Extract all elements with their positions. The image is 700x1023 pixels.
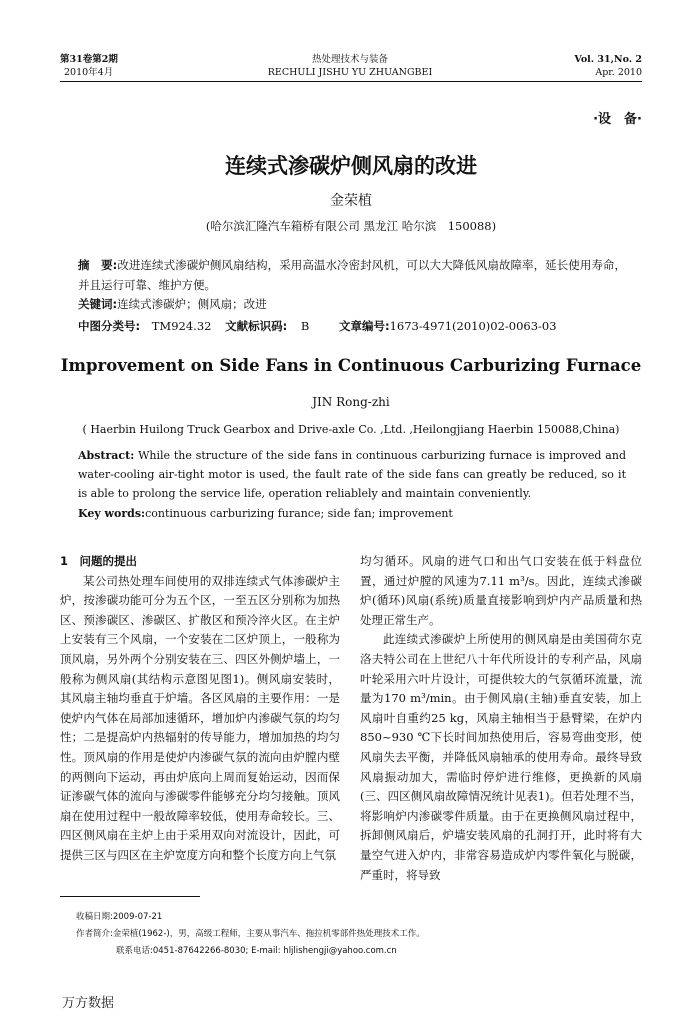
- abstract-cn-text: 改进连续式渗碳炉侧风扇结构，采用高温水冷密封风机，可以大大降低风扇故障率，延长使用寿命，并且运行可靠、维护方便。: [78, 258, 626, 292]
- keywords-en-text: continuous carburizing furance; side fan; improvement: [145, 507, 453, 520]
- journal-title-pinyin: RECHULI JISHU YU ZHUANGBEI: [267, 67, 433, 78]
- journal-volume-en: Vol. 31,No. 2: [574, 54, 642, 65]
- affiliation-en: ( Haerbin Huilong Truck Gearbox and Drive-axle Co. ,Ltd. ,Heilongjiang Haerbin 150088,China): [82, 423, 620, 436]
- keywords-en-label: Key words:: [78, 507, 146, 520]
- article-no-label: 文章编号:: [338, 319, 390, 333]
- keywords-en: [78, 507, 626, 520]
- journal-date-en: Apr. 2010: [595, 67, 642, 78]
- title-cn: 连续式渗碳炉侧风扇的改进: [225, 154, 477, 178]
- footnote-received: 收稿日期:2009-07-21: [76, 912, 163, 922]
- body-right-column: [360, 552, 642, 885]
- abstract-cn-label: 摘 要:: [78, 258, 118, 272]
- article-no-value: 1673-4971(2010)02-0063-03: [389, 319, 557, 333]
- column-tag: ·设 备·: [593, 112, 642, 127]
- footnote-author: 作者简介:金荣植(1962-)，男，高级工程师，主要从事汽车、拖拉机零部件热处理技术工作。: [76, 929, 425, 939]
- body-paragraph: 某公司热处理车间使用的双排连续式气体渗碳炉主炉，按渗碳功能可分为五个区，一至五区分别称为加热区、预渗碳区、渗碳区、扩散区和预冷淬火区。在主炉上安装有三个风扇，一个安装在二区炉顶上，一般称为顶风扇，另外两个分别安装在三、四区外侧炉墙上，一般称为侧风扇(其结构示意图见图1)。侧风扇安装时，其风扇主轴均垂直于炉墙。各区风扇的主要作用：一是使炉内气体在局部加速循环，增加炉内渗碳气氛的均匀性；二是提高炉内热辐射的传导能力，增加加热的均匀性。顶风扇的作用是使炉内渗碳气氛的流向由炉膛内壁的两侧向下运动，再由炉底向上周而复始运动，因而保证渗碳气体的流向与渗碳零件能够充分均匀接触。顶风扇在使用过程中一般故障率较低，使用寿命较长。三、四区侧风扇在主炉上由于采用双向对流设计，因此，可提供三区与四区在主炉宽度方向和整个长度方向上气氛: [60, 573, 340, 862]
- keywords-cn-label: 关键词:: [78, 297, 118, 311]
- doc-code-value: B: [300, 319, 310, 333]
- section-heading: 1 问题的提出: [60, 554, 138, 568]
- keywords-cn-text: 连续式渗碳炉；侧风扇；改进: [117, 297, 267, 311]
- classification-line: [78, 318, 638, 334]
- header-rule: [60, 81, 642, 82]
- footnote-rule: [60, 896, 200, 897]
- affiliation-cn: (哈尔滨汇隆汽车箱桥有限公司 黑龙江 哈尔滨 150088): [205, 219, 497, 233]
- doc-code-label: 文献标识码:: [225, 319, 288, 333]
- clc-label: 中图分类号:: [78, 319, 141, 333]
- abstract-cn: [78, 256, 626, 295]
- body-paragraph: 均匀循环。风扇的进气口和出气口安装在低于料盘位置，通过炉膛的风速为7.11 m³/s。因此，连续式渗碳炉(循环)风扇(系统)质量直接影响到炉内产品质量和热处理正常生产。: [360, 554, 642, 627]
- author-cn: 金荣植: [330, 193, 372, 209]
- abstract-en-label: Abstract:: [78, 449, 135, 462]
- keywords-cn: [78, 296, 626, 312]
- body-paragraph: 此连续式渗碳炉上所使用的侧风扇是由美国荷尔克洛夫特公司在上世纪八十年代所设计的专利产品，风扇叶轮采用六叶片设计，可提供较大的气氛循环流量，流量为170 m³/min。由于侧风扇(主轴)垂直安装，加上风扇叶自重约25 kg，风扇主轴相当于悬臂梁，在炉内850~930 ℃下长时间加热使用后，容易弯曲变形，使风扇失去平衡，并降低风扇轴承的使用寿命。最终导致风扇振动加大，需临时停炉进行维修，更换新的风扇(三、四区侧风扇故障情况统计见表1)。但若处理不当，将影响炉内渗碳零件质量。由于在更换侧风扇过程中，拆卸侧风扇后，炉墙安装风扇的孔洞打开，此时将有大量空气进入炉内，非常容易造成炉内零件氧化与脱碳，严重时，将导致: [360, 632, 642, 882]
- journal-title-cn: 热处理技术与装备: [311, 54, 388, 65]
- body-left-column: [60, 552, 340, 866]
- journal-volume-issue: 第31卷第2期: [60, 54, 118, 65]
- title-en: Improvement on Side Fans in Continuous Carburizing Furnace: [60, 356, 642, 375]
- footnote-contact: 联系电话:0451-87642266-8030; E-mail: hljlishengji@yahoo.com.cn: [116, 946, 397, 956]
- abstract-en-text: While the structure of the side fans in continuous carburizing furnace is improved and water-cooling air-tight motor is used, the fault rate of the side fans can greatly be reduced, so it is able to prolong the service life, operation reliablely and maintain conveniently.: [78, 449, 626, 500]
- clc-value: TM924.32: [151, 319, 212, 333]
- watermark-text: 万方数据: [62, 996, 115, 1011]
- abstract-en: [78, 446, 626, 503]
- journal-date: 2010年4月: [64, 67, 114, 78]
- author-en: JIN Rong-zhi: [312, 395, 390, 409]
